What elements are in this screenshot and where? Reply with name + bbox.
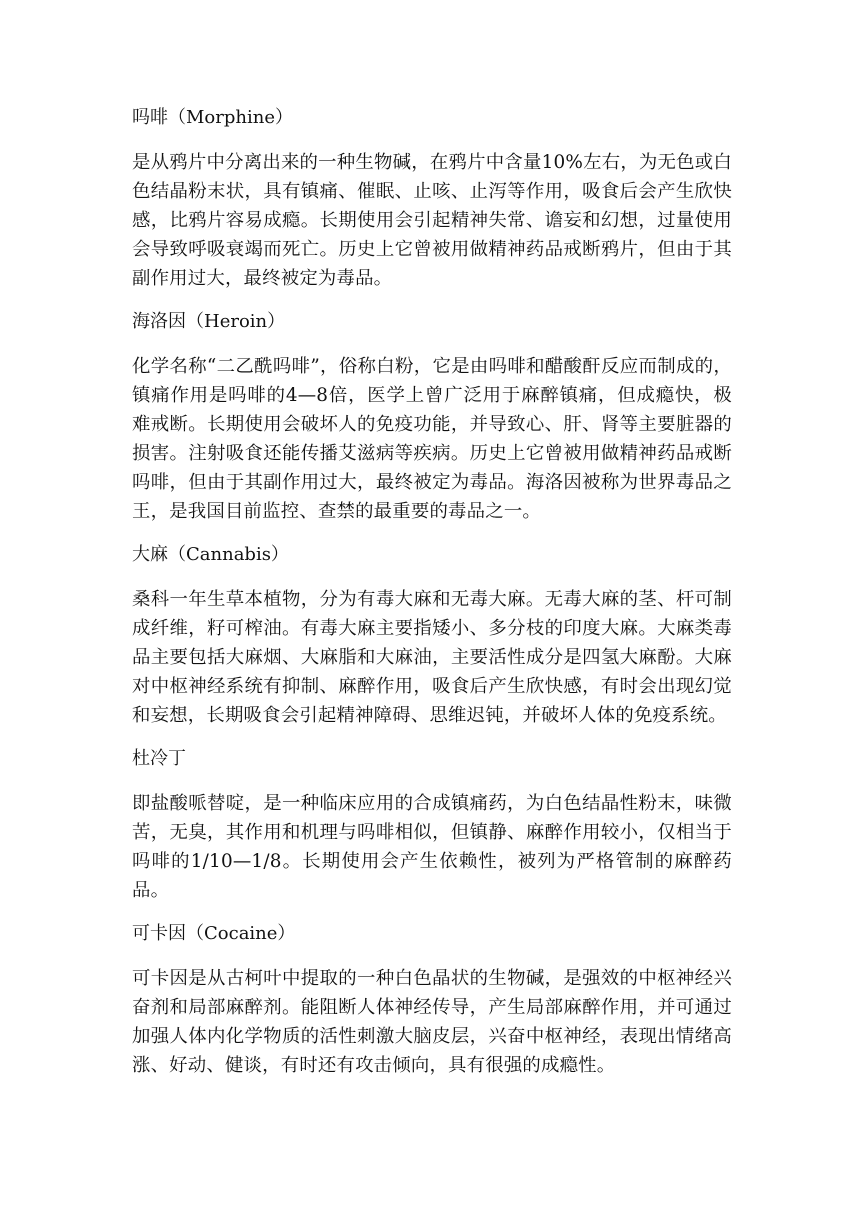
section-heading: 吗啡（Morphine） <box>132 107 293 128</box>
section-heading: 大麻（Cannabis） <box>132 544 289 565</box>
section-body: 化学名称“二乙酰吗啡”，俗称白粉，它是由吗啡和醋酸酐反应而制成的，镇痛作用是吗啡的4—8倍，医学上曾广泛用于麻醉镇痛，但成瘾快，极难戒断。长期使用会破坏人的免疫功能，并导致心、肝、肾等主要脏器的损害。注射吸食还能传播艾滋病等疾病。历史上它曾被用做精神药品戒断吗啡，但由于其副作用过大，最终被定为毒品。海洛因被称为世界毒品之王，是我国目前监控、查禁的最重要的毒品之一。 <box>132 356 732 522</box>
section-body: 可卡因是从古柯叶中提取的一种白色晶状的生物碱，是强效的中枢神经兴奋剂和局部麻醉剂。能阻断人体神经传导，产生局部麻醉作用，并可通过加强人体内化学物质的活性刺激大脑皮层，兴奋中枢神经，表现出情绪高涨、好动、健谈，有时还有攻击倾向，具有很强的成瘾性。 <box>132 968 732 1076</box>
section-body: 即盐酸哌替啶，是一种临床应用的合成镇痛药，为白色结晶性粉末，味微苦，无臭，其作用和机理与吗啡相似，但镇静、麻醉作用较小，仅相当于吗啡的1/10—1/8。长期使用会产生依赖性，被列为严格管制的麻醉药品。 <box>132 793 732 901</box>
document-page <box>132 104 732 1095</box>
section-morphine <box>132 104 732 293</box>
section-pethidine <box>132 745 732 905</box>
section-heroin <box>132 308 732 526</box>
section-body: 桑科一年生草本植物，分为有毒大麻和无毒大麻。无毒大麻的茎、杆可制成纤维，籽可榨油。有毒大麻主要指矮小、多分枝的印度大麻。大麻类毒品主要包括大麻烟、大麻脂和大麻油，主要活性成分是四氢大麻酚。大麻对中枢神经系统有抑制、麻醉作用，吸食后产生欣快感，有时会出现幻觉和妄想，长期吸食会引起精神障碍、思维迟钝，并破坏人体的免疫系统。 <box>132 589 732 726</box>
section-heading: 海洛因（Heroin） <box>132 311 286 332</box>
section-heading: 杜冷丁 <box>132 748 186 769</box>
section-heading: 可卡因（Cocaine） <box>132 923 296 944</box>
section-cocaine <box>132 920 732 1080</box>
section-cannabis <box>132 541 732 730</box>
section-body: 是从鸦片中分离出来的一种生物碱，在鸦片中含量10%左右，为无色或白色结晶粉末状，具有镇痛、催眠、止咳、止泻等作用，吸食后会产生欣快感，比鸦片容易成瘾。长期使用会引起精神失常、谵妄和幻想，过量使用会导致呼吸衰竭而死亡。历史上它曾被用做精神药品戒断鸦片，但由于其副作用过大，最终被定为毒品。 <box>132 152 732 289</box>
